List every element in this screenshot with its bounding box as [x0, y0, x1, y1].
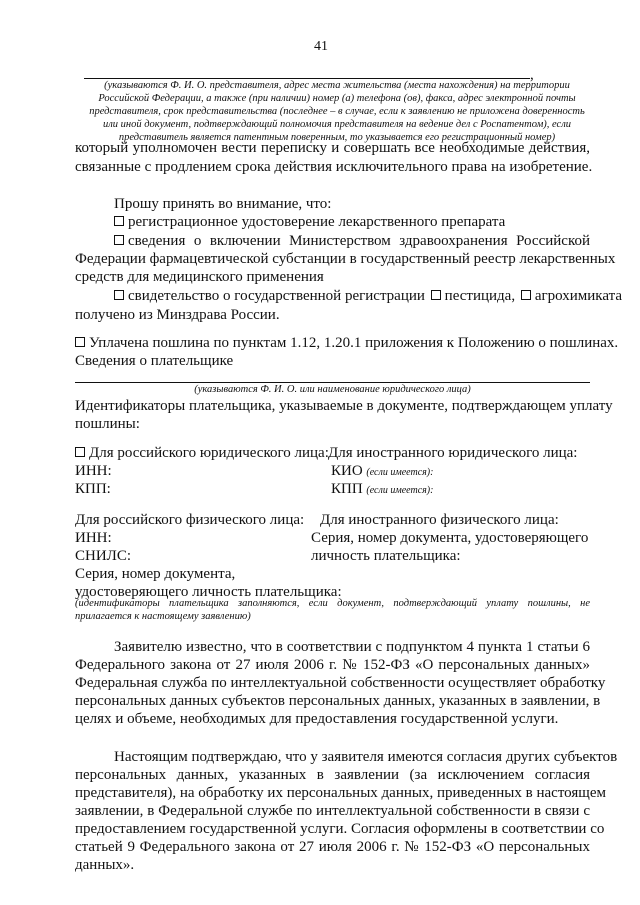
checkbox[interactable]: [114, 290, 124, 300]
confirm-paragraph-line: статьей 9 Федерального закона от 27 июля 2006 г. № 152-ФЗ «О персональных: [75, 839, 590, 855]
legal-ru-kpp: КПП:: [75, 481, 111, 497]
kio-note: (если имеется):: [366, 467, 434, 478]
pesticide-label: пестицида,: [444, 288, 516, 304]
physical-ru-snils: СНИЛС:: [75, 548, 132, 564]
fee-label: Уплачена пошлина по пунктам 1.12, 1.20.1 приложения к Положению о пошлинах.: [89, 335, 619, 351]
physical-ru-series: Серия, номер документа,: [75, 566, 236, 582]
confirm-paragraph-line: данных».: [75, 857, 135, 873]
legal-foreign-title: Для иностранного юридического лица:: [328, 445, 578, 461]
payer-note: (указываются Ф. И. О. или наименование юридического лица): [194, 384, 471, 395]
attention-item-2: [114, 232, 590, 250]
checkbox[interactable]: [114, 235, 124, 245]
authorized-line: связанные с продлением срока действия исключительного права на изобретение.: [75, 159, 593, 175]
legal-foreign-kio: [331, 462, 433, 482]
id-note-line: (идентификаторы плательщика заполняются, если документ, подтверждающий уплату пошлины, не: [75, 598, 590, 609]
identifiers-line: пошлины:: [75, 416, 140, 432]
payer-heading: Сведения о плательщике: [75, 353, 234, 369]
checkbox[interactable]: [431, 290, 441, 300]
confirm-paragraph-line: заявлении, в Федеральной службе по интеллектуальной собственности в связи с: [75, 803, 590, 819]
attention-intro: Прошу принять во внимание, что:: [114, 196, 332, 212]
rep-note-line: представитель является патентным поверенным, то указывается его регистрационный номер): [118, 132, 556, 143]
fee-line: [75, 334, 618, 352]
confirm-paragraph-line: Настоящим подтверждаю, что у заявителя имеются согласия других субъектов: [114, 749, 618, 765]
identifiers-line: Идентификаторы плательщика, указываемые в документе, подтверждающем уплату: [75, 398, 613, 414]
physical-ru-inn: ИНН:: [75, 530, 112, 546]
consent-paragraph-line: Заявителю известно, что в соответствии с подпунктом 4 пункта 1 статьи 6: [114, 639, 590, 655]
kio-label: КИО: [331, 463, 363, 479]
confirm-paragraph-line: представителя), на обработку их персональных данных, приведенных в настоящем: [75, 785, 606, 801]
rep-note-line: или иной документ, подтверждающий полномочия представителя на ведение дел с Роспатентом), если: [102, 119, 572, 130]
consent-paragraph-line: Федеральная служба по интеллектуальной собственности осуществляет обработку: [75, 675, 606, 691]
consent-paragraph-line: Федерального закона от 27 июля 2006 г. № 152-ФЗ «О персональных данных»: [75, 657, 590, 673]
id-note-line: прилагается к настоящему заявлению): [75, 611, 251, 622]
line-trailing-mark: ,: [530, 67, 534, 83]
checkbox[interactable]: [75, 337, 85, 347]
checkbox[interactable]: [114, 216, 124, 226]
kpp-label: КПП: [331, 481, 363, 497]
confirm-paragraph-line: персональных данных, указанных в заявлении (за исключением согласия: [75, 767, 590, 783]
page-number: 41: [314, 39, 328, 54]
checkbox[interactable]: [521, 290, 531, 300]
attention-item-2-line: Федерации фармацевтической субстанции в государственный реестр лекарственных: [75, 251, 616, 267]
checkbox[interactable]: [75, 447, 85, 457]
attention-item-1: [114, 213, 505, 231]
received-text: получено из Минздрава России.: [75, 307, 280, 323]
legal-ru-title-label: Для российского юридического лица:: [89, 445, 329, 461]
attention-item-3-label: свидетельство о государственной регистрации: [128, 288, 425, 304]
physical-foreign-series: Серия, номер документа, удостоверяющего: [311, 530, 589, 546]
legal-ru-title: [75, 444, 329, 462]
agrochemical-label: агрохимиката: [534, 288, 623, 304]
consent-paragraph-line: целях и объеме, необходимых для предоставления государственной услуги.: [75, 711, 559, 727]
rep-note-line: (указываются Ф. И. О. представителя, адрес места жительства (места нахождения) на территории: [104, 80, 570, 91]
rep-note-line: Российской Федерации, а также (при наличии) номер (а) телефона (ов), факса, адрес электронной почты: [98, 93, 576, 104]
physical-ru-series: удостоверяющего личность плательщика:: [75, 584, 342, 600]
attention-item-3: [114, 287, 622, 305]
rep-note-line: представителя, срок представительства (последнее – в случае, если к заявлению не приложена доверенность: [89, 106, 585, 117]
legal-ru-inn: ИНН:: [75, 463, 112, 479]
physical-ru-title: Для российского физического лица:: [75, 512, 305, 528]
authorized-line: который уполномочен вести переписку и совершать все необходимые действия,: [75, 140, 590, 156]
consent-paragraph-line: персональных данных субъектов персональных данных, указанных в заявлении, в: [75, 693, 601, 709]
attention-item-1-label: регистрационное удостоверение лекарственного препарата: [128, 214, 506, 230]
attention-item-2-label: сведения о включении Министерством здравоохранения Российской: [128, 233, 590, 249]
confirm-paragraph-line: предоставлением государственной услуги. Согласия оформлены в соответствии со: [75, 821, 605, 837]
physical-foreign-series: личность плательщика:: [311, 548, 461, 564]
kpp-note: (если имеется):: [366, 485, 434, 496]
legal-foreign-kpp: [331, 480, 433, 500]
attention-item-2-line: средств для медицинского применения: [75, 269, 324, 285]
physical-foreign-title: Для иностранного физического лица:: [320, 512, 559, 528]
